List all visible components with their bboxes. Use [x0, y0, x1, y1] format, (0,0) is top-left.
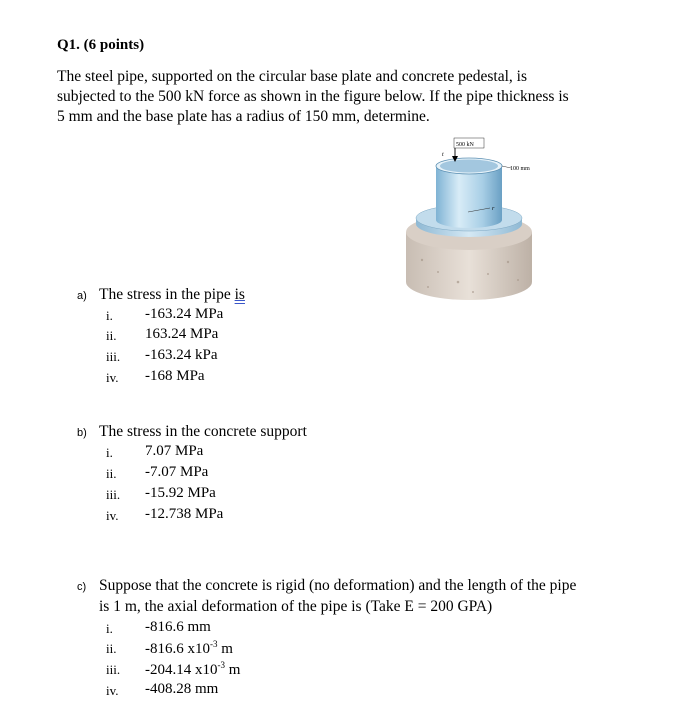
part-b-option-3-num: iii. [106, 487, 121, 502]
part-b-option-1: 7.07 MPa [145, 443, 204, 459]
problem-line-1: The steel pipe, supported on the circular base plate and concrete pedestal, is [57, 68, 527, 85]
part-c-option-1-num: i. [106, 621, 113, 636]
steel-pipe [436, 158, 502, 228]
part-c-option-2-exp: -3 [210, 639, 218, 649]
part-a-text-underlined: is [234, 286, 245, 303]
part-b-option-4-num: iv. [106, 508, 119, 523]
part-b-option-2-num: ii. [106, 466, 117, 481]
part-c-option-2-num: ii. [106, 641, 117, 656]
part-c-option-3-exp: -3 [217, 660, 225, 670]
thickness-label: t [442, 152, 444, 158]
part-b-option-3: -15.92 MPa [145, 485, 216, 501]
question-title: Q1. (6 points) [57, 37, 145, 53]
part-c-option-2-base: -816.6 x10 [145, 641, 210, 657]
problem-line-3: 5 mm and the base plate has a radius of 150 mm, determine. [57, 108, 430, 125]
part-c-option-4: -408.28 mm [145, 681, 219, 697]
part-a-option-3-num: iii. [106, 349, 121, 364]
part-c-option-2-unit: m [217, 641, 233, 657]
part-a-option-4-num: iv. [106, 370, 119, 385]
part-a-text [99, 285, 245, 305]
part-c-option-2 [145, 639, 233, 658]
part-a-option-2-num: ii. [106, 328, 117, 343]
part-c-line-1: Suppose that the concrete is rigid (no deformation) and the length of the pipe [99, 577, 577, 594]
part-b-option-2: -7.07 MPa [145, 464, 209, 480]
part-b-label: b) [77, 427, 87, 439]
part-a-option-2: 163.24 MPa [145, 326, 219, 342]
part-c-option-3 [145, 660, 240, 679]
part-c-option-3-unit: m [225, 662, 241, 678]
problem-statement [57, 67, 569, 127]
part-a-option-1-num: i. [106, 308, 113, 323]
part-c-option-3-num: iii. [106, 662, 121, 677]
part-a-label: a) [77, 290, 87, 302]
part-a-option-4: -168 MPa [145, 368, 205, 384]
part-c-option-1: -816.6 mm [145, 619, 211, 635]
part-a-text-main: The stress in the pipe [99, 286, 235, 303]
part-c-line-2: is 1 m, the axial deformation of the pipe is (Take E = 200 GPA) [99, 598, 493, 615]
plate-radius-label: r [492, 206, 495, 212]
part-c-option-4-num: iv. [106, 683, 119, 698]
radius-label: 100 mm [510, 166, 530, 172]
pipe-pedestal-figure [398, 132, 540, 302]
part-c-label: c) [77, 581, 87, 593]
part-b-option-1-num: i. [106, 445, 113, 460]
part-a-option-3: -163.24 kPa [145, 347, 218, 363]
problem-line-2: subjected to the 500 kN force as shown in the figure below. If the pipe thickness is [57, 88, 569, 105]
part-a-option-1: -163.24 MPa [145, 306, 224, 322]
part-b-text: The stress in the concrete support [99, 423, 307, 440]
part-b-option-4: -12.738 MPa [145, 506, 224, 522]
force-label: 500 kN [456, 142, 474, 148]
part-c-option-3-base: -204.14 x10 [145, 662, 218, 678]
